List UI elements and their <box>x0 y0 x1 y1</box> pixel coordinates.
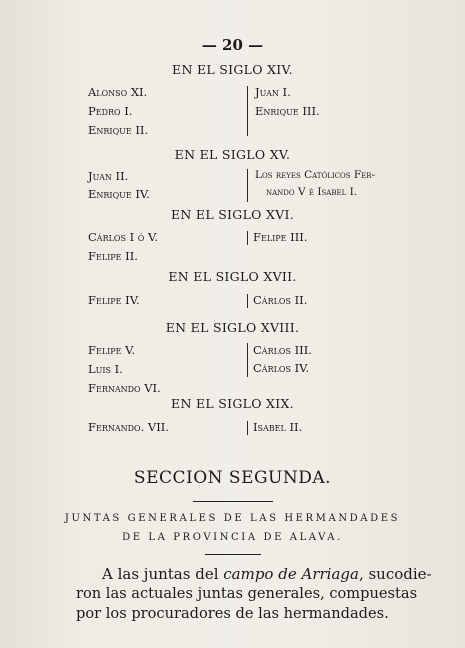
column-divider <box>247 169 248 202</box>
monarch-name: Cárlos III. <box>253 343 312 357</box>
paragraph-line-2: ron las actuales juntas generales, compuestas <box>76 585 418 602</box>
paragraph-line-1 <box>102 564 432 584</box>
section-title: SECCION SEGUNDA. <box>133 468 332 488</box>
monarch-name: Felipe II. <box>88 249 138 263</box>
column-divider <box>247 294 248 308</box>
subheading-line-1: JUNTAS GENERALES DE LAS HERMANDADES <box>64 513 401 524</box>
monarch-name: Enrique II. <box>88 123 149 137</box>
monarch-name: Felipe III. <box>253 230 308 244</box>
monarch-name: Enrique III. <box>255 104 320 118</box>
paragraph-text: A las juntas del <box>102 565 224 583</box>
subheading-rule <box>205 554 261 555</box>
page-number: — 20 — <box>201 36 264 54</box>
monarch-name: nando V é Isabel I. <box>266 186 358 198</box>
column-divider <box>247 86 248 136</box>
monarch-name: Felipe IV. <box>88 293 140 307</box>
monarch-name: Cárlos II. <box>253 293 308 307</box>
paragraph-line-3: por los procuradores de las hermandades. <box>76 605 389 622</box>
monarch-name: Fernando VI. <box>88 381 161 395</box>
monarch-name: Juan I. <box>255 85 291 99</box>
column-divider <box>247 343 248 377</box>
century-heading-xv: EN EL SIGLO XV. <box>174 147 291 162</box>
subheading-line-2: DE LA PROVINCIA DE ALAVA. <box>122 532 343 543</box>
paragraph-text: , sucodie- <box>358 565 432 583</box>
monarch-name: Pedro I. <box>88 104 133 118</box>
monarch-name: Isabel II. <box>253 420 303 434</box>
monarch-name: Cárlos I ó V. <box>88 230 158 244</box>
monarch-name: Felipe V. <box>88 343 136 357</box>
century-heading-xiv: EN EL SIGLO XIV. <box>172 62 293 77</box>
section-rule <box>193 501 273 502</box>
monarch-name: Luis I. <box>88 362 123 376</box>
monarch-name: Los reyes Católicos Fer- <box>255 169 376 181</box>
paragraph-emphasis: campo de Arriaga <box>223 565 359 583</box>
century-heading-xvii: EN EL SIGLO XVII. <box>168 269 297 284</box>
monarch-name: Fernando. VII. <box>88 420 169 434</box>
monarch-name: Cárlos IV. <box>253 361 310 375</box>
monarch-name: Alonso XI. <box>88 85 148 99</box>
column-divider <box>247 231 248 245</box>
monarch-name: Enrique IV. <box>88 187 150 201</box>
century-heading-xix: EN EL SIGLO XIX. <box>171 396 294 411</box>
century-heading-xvi: EN EL SIGLO XVI. <box>170 207 295 222</box>
column-divider <box>247 421 248 435</box>
century-heading-xviii: EN EL SIGLO XVIII. <box>165 320 300 335</box>
monarch-name: Juan II. <box>88 169 129 183</box>
